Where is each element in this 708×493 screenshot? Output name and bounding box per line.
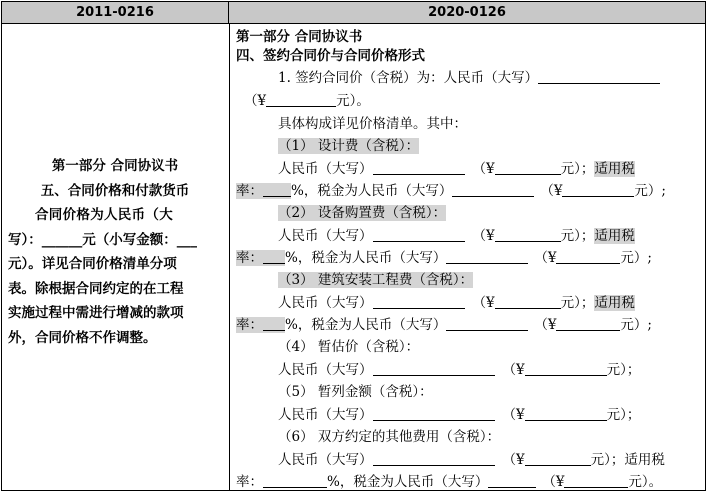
sub5-amount: 人民币（大写） （¥ 元）； [278, 407, 641, 423]
old-line-2: 写）：______元（小写金额：___ [8, 231, 197, 248]
item1-line [278, 68, 660, 88]
blank [266, 91, 336, 107]
detail-line: 具体构成详见价格清单。其中： [278, 116, 467, 132]
sub-item-2: （2） 设备购置费（含税）： [278, 205, 447, 221]
old-clause [8, 154, 222, 350]
comparison-table [1, 1, 706, 491]
sub2-tax: 率： %，税金为人民币（大写） （¥ 元）; [236, 250, 652, 266]
column-header-new: 2020-0126 [229, 2, 705, 24]
old-line-6: 外，合同价格不作调整。 [8, 329, 157, 346]
old-section-title: 五、合同价格和付款货币 [40, 182, 190, 199]
item1-text: 1. 签约合同价（含税）为：人民币（大写） [278, 70, 539, 86]
old-part-title: 第一部分 合同协议书 [51, 158, 179, 174]
sub2-amount: 人民币（大写） （¥ 元）；适用税 [278, 228, 635, 244]
old-line-1: 合同价格为人民币（大 [35, 207, 173, 223]
sub3-amount: 人民币（大写） （¥ 元）；适用税 [278, 295, 635, 311]
sub-item-1: （1） 设计费（含税）： [278, 138, 420, 154]
old-line-4: 表。除根据合同约定的在工程 [8, 280, 184, 297]
old-line-3: 元）。详见合同价格清单分项 [8, 256, 177, 272]
column-divider [229, 24, 230, 490]
sub6-amount: 人民币（大写） （¥ 元）；适用税 [278, 452, 665, 468]
sub-item-3: （3） 建筑安装工程费（含税）： [278, 272, 474, 288]
sub3-tax: 率： %，税金为人民币（大写） （¥ 元）; [236, 317, 652, 333]
sub1-amount: 人民币（大写） （¥ 元）；适用税 [278, 161, 635, 177]
blank [538, 68, 660, 84]
sub4-amount: 人民币（大写） （¥ 元）； [278, 362, 641, 378]
old-line-5: 实施过程中需进行增减的款项 [8, 305, 184, 321]
item1-amount: （¥ 元）。 [244, 93, 370, 109]
new-section-title: 四、签约合同价与合同价格形式 [236, 48, 425, 64]
sub6-tax: 率： %，税金为人民币（大写） （¥ 元）。 [236, 474, 663, 490]
sub-item-6: （6） 双方约定的其他费用（含税）： [278, 429, 501, 445]
sub1-tax: 率： %，税金为人民币（大写） （¥ 元）; [236, 183, 666, 199]
sub-item-5: （5） 暂列金额（含税）： [278, 384, 433, 400]
sub-item-4: （4） 暂估价（含税）： [278, 339, 420, 355]
column-header-old: 2011-0216 [2, 2, 229, 24]
new-part-title: 第一部分 合同协议书 [236, 29, 363, 45]
